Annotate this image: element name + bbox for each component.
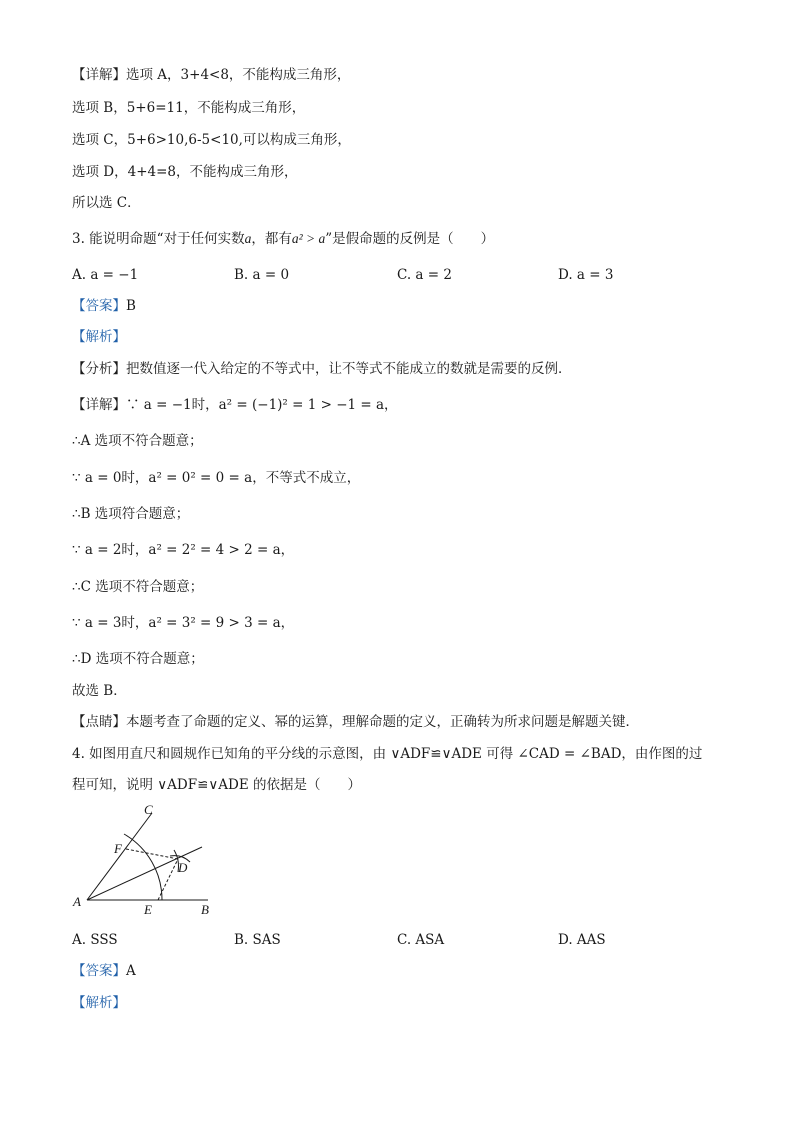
prev-conclusion: 所以选 C． [72, 195, 141, 211]
q3-dianjing: 【点睛】本题考查了命题的定义、幂的运算，理解命题的定义，正确转为所求问题是解题关键． [72, 714, 639, 730]
prev-detail-line-4: 选项 D，4+4=8，不能构成三角形， [72, 164, 298, 180]
q4-stem-line-1: 4. 如图用直尺和圆规作已知角的平分线的示意图，由 ∨ADF≌∨ADE 可得 ∠CAD = ∠BAD，由作图的过 [72, 746, 703, 762]
label-d: D [178, 860, 188, 875]
q4-analysis-tag: 【解析】 [72, 995, 126, 1011]
q3-detail-9: 故选 B． [72, 683, 127, 699]
q4-option-a[interactable]: A. SSS [72, 932, 118, 948]
detail-tag: 【详解】 [72, 67, 126, 83]
prev-detail-line-2: 选项 B，5+6=11，不能构成三角形， [72, 100, 306, 116]
label-e: E [144, 902, 152, 917]
q3-option-a[interactable]: A. a = −1 [72, 267, 139, 283]
q4-option-c[interactable]: C. ASA [397, 932, 445, 948]
q4-stem-line-2: 程可知，说明 ∨ADF≌∨ADE 的依据是（ ） [72, 777, 362, 793]
q3-fenxi: 【分析】把数值逐一代入给定的不等式中，让不等式不能成立的数就是需要的反例． [72, 361, 572, 377]
q3-detail-2: ∴A 选项不符合题意； [72, 433, 203, 449]
q4-option-d[interactable]: D. AAS [558, 932, 606, 948]
label-f: F [114, 841, 122, 856]
q3-detail-4: ∴B 选项符合题意； [72, 506, 190, 522]
q3-detail-8: ∴D 选项不符合题意； [72, 651, 204, 667]
q3-detail-3: ∵ a = 0时，a² = 0² = 0 = a，不等式不成立， [72, 470, 361, 486]
q3-detail-5: ∵ a = 2时，a² = 2² = 4 > 2 = a， [72, 542, 295, 558]
q3-option-b[interactable]: B. a = 0 [234, 267, 290, 283]
q3-option-c[interactable]: C. a = 2 [397, 267, 452, 283]
q4-option-b[interactable]: B. SAS [234, 932, 281, 948]
q3-option-d[interactable]: D. a = 3 [558, 267, 614, 283]
label-c: C [144, 802, 153, 817]
q3-detail-6: ∴C 选项不符合题意； [72, 579, 204, 595]
label-a: A [73, 894, 81, 909]
angle-bisector-figure [68, 800, 228, 925]
segment-ed [158, 859, 178, 900]
q4-answer: 【答案】A [72, 963, 136, 979]
label-b: B [201, 902, 209, 917]
q3-detail-7: ∵ a = 3时，a² = 3² = 9 > 3 = a， [72, 615, 295, 631]
arc-fe [124, 834, 162, 900]
prev-detail-line-1: 【详解】选项 A，3+4<8，不能构成三角形， [72, 67, 351, 83]
answer-tag: 【答案】 [72, 298, 126, 314]
q3-stem: 3. 能说明命题“对于任何实数a，都有a² > a”是假命题的反例是（ ） [72, 231, 495, 247]
q3-answer: 【答案】B [72, 298, 136, 314]
segment-fd [126, 849, 178, 859]
q3-analysis-tag: 【解析】 [72, 329, 126, 345]
prev-detail-line-3: 选项 C，5+6>10,6-5<10,可以构成三角形， [72, 132, 351, 148]
q3-detail-1: 【详解】∵ a = −1时，a² = (−1)² = 1 > −1 = a， [72, 397, 398, 413]
ray-ac [87, 813, 152, 900]
